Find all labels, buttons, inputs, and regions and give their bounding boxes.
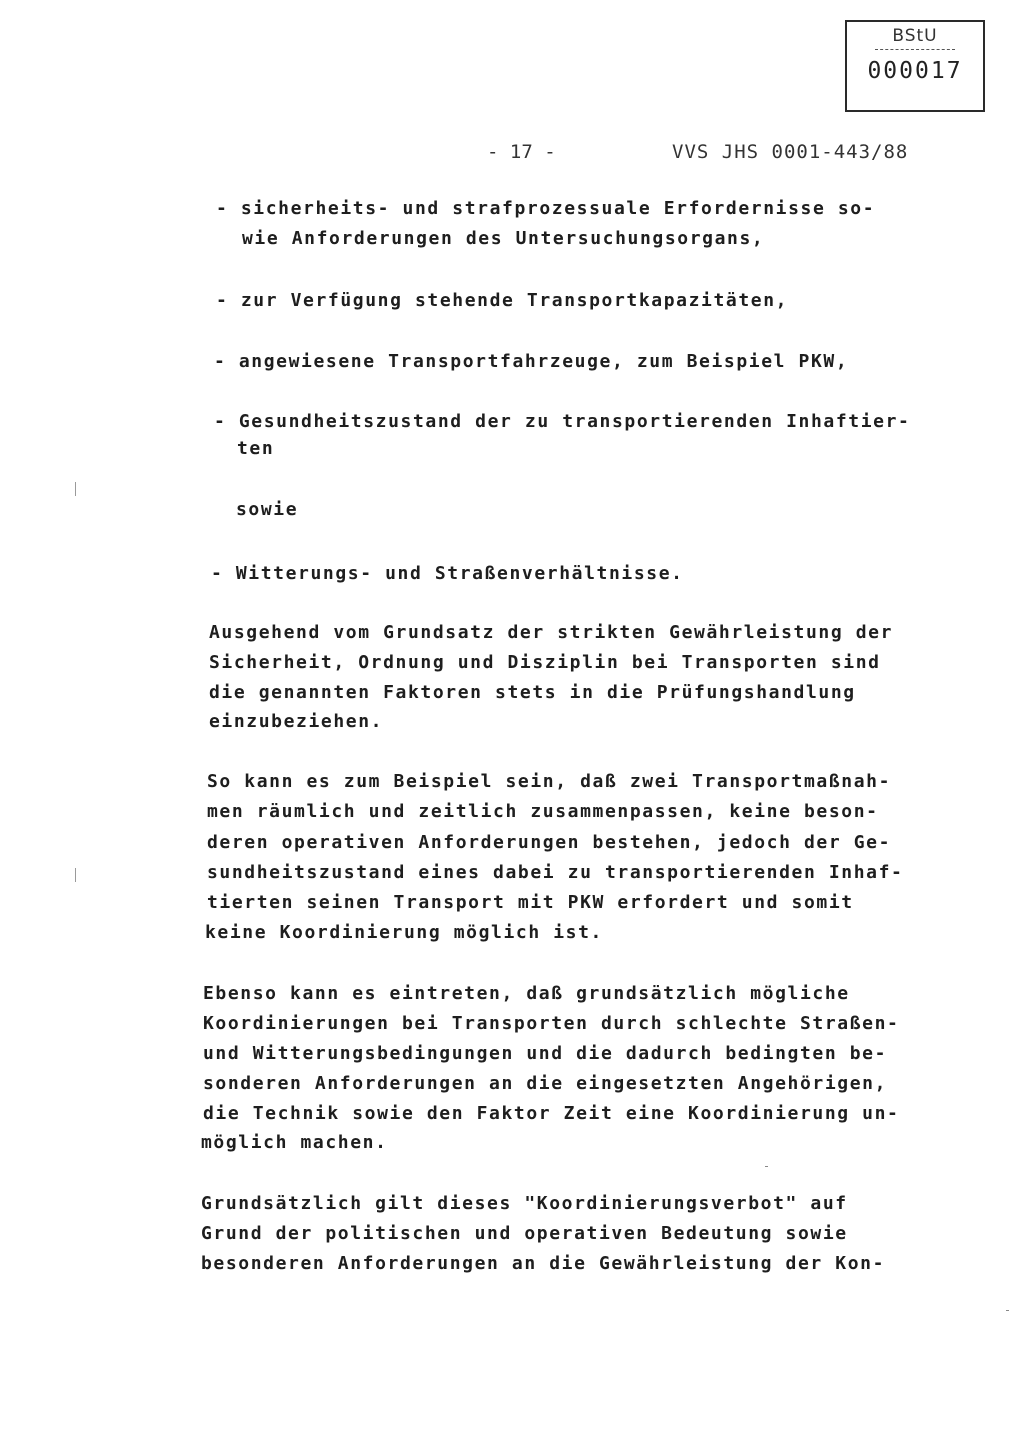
text-line: tierten seinen Transport mit PKW erfordert und somit [207, 892, 854, 913]
stamp-label: BStU [892, 26, 938, 46]
text-line: besonderen Anforderungen an die Gewährleistung der Kon- [201, 1253, 886, 1274]
text-line: Grund der politischen und operativen Bedeutung sowie [201, 1223, 848, 1244]
text-line: Koordinierungen bei Transporten durch schlechte Straßen- [203, 1013, 900, 1034]
text-line: möglich machen. [201, 1132, 388, 1153]
margin-mark [75, 868, 76, 882]
text-line: sowie [236, 499, 299, 520]
text-line: Sicherheit, Ordnung und Disziplin bei Transporten sind [209, 652, 881, 673]
stamp-divider [875, 49, 955, 50]
text-line: und Witterungsbedingungen und die dadurch bedingten be- [203, 1043, 888, 1064]
text-line: sonderen Anforderungen an die eingesetzten Angehörigen, [203, 1073, 888, 1094]
text-line: So kann es zum Beispiel sein, daß zwei Transportmaßnah- [207, 771, 892, 792]
margin-mark [75, 482, 76, 496]
text-line: Grundsätzlich gilt dieses "Koordinierungsverbot" auf [201, 1193, 848, 1214]
text-line: ten [237, 438, 275, 459]
text-line: Ebenso kann es eintreten, daß grundsätzlich mögliche [203, 983, 850, 1004]
text-line: wie Anforderungen des Untersuchungsorgans, [242, 228, 765, 249]
text-line: keine Koordinierung möglich ist. [205, 922, 603, 943]
archive-stamp [845, 20, 985, 112]
text-line: die Technik sowie den Faktor Zeit eine Koordinierung un- [203, 1103, 900, 1124]
text-line: deren operativen Anforderungen bestehen, jedoch der Ge- [207, 832, 892, 853]
text-line: - Gesundheitszustand der zu transportierenden Inhaftier- [214, 411, 911, 432]
text-line: - angewiesene Transportfahrzeuge, zum Beispiel PKW, [214, 351, 849, 372]
scan-speck [765, 1166, 768, 1167]
text-line: sundheitszustand eines dabei zu transportierenden Inhaf- [207, 862, 904, 883]
text-line: einzubeziehen. [209, 711, 384, 732]
text-line: die genannten Faktoren stets in die Prüfungshandlung [209, 682, 856, 703]
text-line: men räumlich und zeitlich zusammenpassen, keine beson- [207, 801, 879, 822]
stamp-number: 000017 [867, 58, 963, 84]
text-line: - sicherheits- und strafprozessuale Erfordernisse so- [216, 198, 876, 219]
document-reference: VVS JHS 0001-443/88 [672, 141, 909, 163]
text-line: - Witterungs- und Straßenverhältnisse. [211, 563, 684, 584]
page-number: - 17 - [487, 141, 556, 163]
text-line: - zur Verfügung stehende Transportkapazitäten, [216, 290, 789, 311]
text-line: Ausgehend vom Grundsatz der strikten Gewährleistung der [209, 622, 894, 643]
scan-speck [1006, 1310, 1009, 1311]
